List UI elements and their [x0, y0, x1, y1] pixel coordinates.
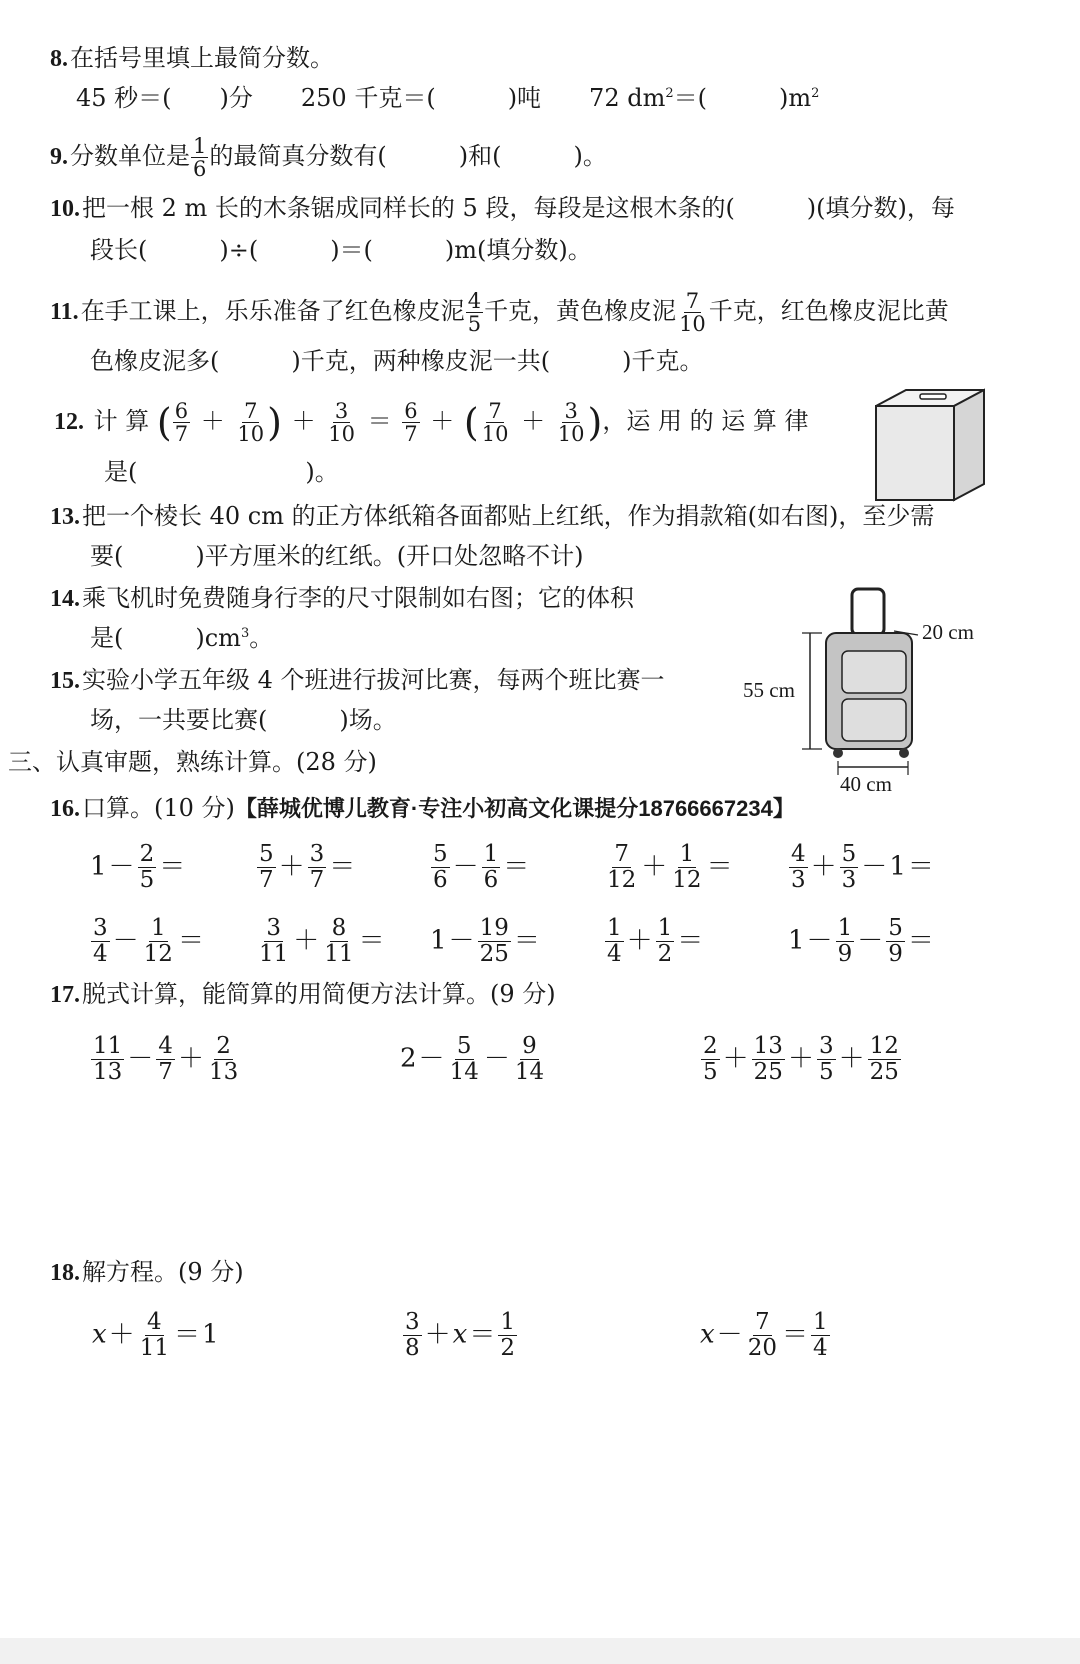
numerator: 1 — [812, 1309, 828, 1335]
denominator: 7 — [404, 422, 418, 446]
question-text: 解方程。(9 分) — [82, 1258, 244, 1286]
fraction — [605, 842, 638, 893]
op: － — [483, 1043, 510, 1074]
question-text: 在括号里填上最简分数。 — [70, 44, 334, 72]
numerator: 1 — [657, 915, 673, 941]
fraction — [257, 916, 290, 967]
fraction — [886, 916, 905, 967]
question-number: 18. — [50, 1260, 80, 1286]
question-number: 8. — [50, 46, 68, 72]
oral-calc-1 — [90, 842, 187, 893]
question-11 — [50, 290, 949, 335]
denominator: 10 — [481, 422, 509, 446]
numerator: 3 — [93, 915, 108, 941]
op: － — [108, 851, 135, 882]
oral-calc-3 — [430, 842, 531, 893]
denominator: 6 — [433, 867, 448, 893]
op: ＝ — [173, 1319, 200, 1350]
paren: ) — [587, 400, 603, 445]
question-number: 10. — [50, 196, 80, 222]
paren: ) — [267, 400, 282, 445]
op: ＝ — [358, 925, 385, 956]
op: ＝ — [781, 1319, 808, 1350]
op: ＝ — [677, 925, 704, 956]
fraction — [142, 916, 175, 967]
fraction — [235, 400, 266, 445]
fraction — [670, 842, 703, 893]
q10-line1: 把一根 2 m 长的木条锯成同样长的 5 段，每段是这根木条的( )(填分数)，每 — [82, 194, 955, 222]
question-13 — [50, 500, 934, 533]
denominator: 6 — [193, 157, 207, 181]
term: 1 — [889, 851, 906, 882]
numerator: 1 — [837, 915, 853, 941]
denominator: 7 — [174, 422, 189, 446]
denominator: 5 — [703, 1059, 718, 1085]
op: ＋ — [810, 851, 837, 882]
op: ＝ — [367, 407, 392, 435]
fraction — [656, 916, 675, 967]
numerator: 4 — [147, 1309, 162, 1335]
question-14-line2 — [90, 622, 273, 654]
numerator: 5 — [841, 841, 857, 867]
fraction — [605, 916, 624, 967]
denominator: 12 — [672, 867, 702, 893]
fraction — [556, 400, 587, 445]
numerator: 3 — [334, 399, 349, 423]
fraction — [752, 1034, 785, 1085]
denominator: 14 — [514, 1059, 545, 1085]
numerator: 3 — [564, 399, 578, 423]
q11-mid: 千克，黄色橡皮泥 — [484, 297, 677, 325]
oral-calc-10 — [788, 916, 936, 967]
op: ＋ — [200, 407, 225, 435]
suitcase-width-label: 40 cm — [840, 772, 892, 796]
step-calc-1 — [90, 1034, 241, 1085]
denominator: 9 — [888, 941, 903, 967]
denominator: 4 — [93, 941, 108, 967]
numerator: 1 — [607, 915, 622, 941]
op: － — [448, 925, 475, 956]
q9-post: 的最简真分数有( )和( )。 — [209, 142, 607, 170]
numerator: 8 — [331, 915, 347, 941]
fraction — [498, 1310, 517, 1361]
denominator: 13 — [208, 1059, 239, 1085]
denominator: 7 — [309, 867, 325, 893]
fraction — [138, 842, 157, 893]
q11-post: 千克，红色橡皮泥比黄 — [708, 297, 949, 325]
numerator: 4 — [467, 289, 482, 313]
denominator: 5 — [139, 867, 155, 893]
question-14 — [50, 582, 634, 615]
fraction — [836, 916, 855, 967]
numerator: 6 — [404, 399, 418, 423]
question-12 — [54, 400, 808, 445]
question-text: 口算。(10 分) — [82, 794, 235, 822]
question-number: 13. — [50, 504, 80, 530]
numerator: 11 — [93, 1033, 123, 1059]
numerator: 1 — [679, 841, 695, 867]
question-number: 12. — [54, 409, 84, 435]
question-number: 17. — [50, 982, 80, 1008]
denominator: 25 — [753, 1059, 783, 1085]
denominator: 25 — [869, 1059, 899, 1085]
fraction — [466, 290, 483, 335]
q14-line1: 乘飞机时免费随身行李的尺寸限制如右图；它的体积 — [82, 584, 634, 612]
question-13-line2: 要( )平方厘米的红纸。(开口处忽略不计) — [90, 542, 584, 570]
numerator: 2 — [216, 1033, 231, 1059]
denominator: 4 — [607, 941, 622, 967]
paren: ( — [463, 400, 479, 445]
denominator: 4 — [812, 1335, 828, 1361]
question-number: 11. — [50, 299, 79, 325]
denominator: 12 — [143, 941, 173, 967]
denominator: 2 — [500, 1335, 515, 1361]
op: － — [127, 1043, 154, 1074]
fraction — [207, 1034, 240, 1085]
denominator: 5 — [818, 1059, 834, 1085]
denominator: 10 — [237, 422, 265, 446]
denominator: 3 — [791, 867, 806, 893]
op: ＋ — [838, 1043, 865, 1074]
denominator: 11 — [324, 941, 354, 967]
fraction — [91, 916, 110, 967]
numerator: 3 — [266, 915, 281, 941]
question-text: 脱式计算，能简算的用简便方法计算。(9 分) — [82, 980, 556, 1008]
op: ＋ — [108, 1319, 135, 1350]
oral-calc-7 — [256, 916, 387, 967]
fraction — [448, 1034, 481, 1085]
term: 2 — [400, 1043, 417, 1074]
fraction — [257, 842, 276, 893]
oral-calc-2 — [256, 842, 357, 893]
question-17 — [50, 978, 556, 1011]
numerator: 4 — [158, 1033, 173, 1059]
q11-pre: 在手工课上，乐乐准备了红色橡皮泥 — [80, 297, 465, 325]
fraction — [746, 1310, 779, 1361]
q15-line1: 实验小学五年级 4 个班进行拔河比赛，每两个班比赛一 — [82, 666, 665, 694]
op: － — [112, 925, 139, 956]
fraction — [701, 1034, 720, 1085]
op: ＋ — [424, 1319, 451, 1350]
fraction — [513, 1034, 546, 1085]
fraction — [402, 400, 419, 445]
suitcase-height-label: 55 cm — [743, 678, 795, 702]
numerator: 5 — [456, 1033, 472, 1059]
fraction — [322, 916, 355, 967]
question-18 — [50, 1256, 244, 1289]
numerator: 3 — [818, 1033, 834, 1059]
op: ＝ — [706, 851, 733, 882]
oral-calc-6 — [90, 916, 206, 967]
op: － — [857, 925, 884, 956]
fraction — [480, 400, 511, 445]
denominator: 5 — [467, 312, 482, 336]
q8-row: 45 秒＝( )分 250 千克＝( )吨 72 dm — [76, 84, 666, 112]
q8-conversions — [76, 82, 819, 114]
term: 1 — [788, 925, 805, 956]
q14-line2-text: 是( )cm — [90, 624, 241, 652]
question-number: 9. — [50, 144, 68, 170]
question-10-line2: 段长( )÷( )＝( )m(填分数)。 — [90, 236, 592, 264]
denominator: 8 — [405, 1335, 420, 1361]
numerator: 5 — [433, 841, 448, 867]
paren: ( — [156, 400, 172, 445]
op: ＋ — [293, 925, 320, 956]
fraction — [173, 400, 190, 445]
superscript: 3 — [240, 626, 250, 641]
question-number: 15. — [50, 668, 80, 694]
op: ＋ — [787, 1043, 814, 1074]
question-number: 14. — [50, 586, 80, 612]
fraction — [677, 290, 708, 335]
q9-pre: 分数单位是 — [70, 142, 190, 170]
q8-row-end: ＝( )m — [673, 84, 812, 112]
denominator: 13 — [93, 1059, 123, 1085]
numerator: 6 — [174, 399, 189, 423]
op: ＋ — [626, 925, 653, 956]
equation-2 — [402, 1310, 518, 1361]
variable: x — [452, 1319, 468, 1350]
denominator: 10 — [557, 422, 585, 446]
equation-1 — [92, 1310, 219, 1361]
numerator: 2 — [703, 1033, 718, 1059]
term: 1 — [430, 925, 447, 956]
numerator: 19 — [479, 915, 509, 941]
numerator: 13 — [753, 1033, 783, 1059]
equation-3 — [700, 1310, 831, 1361]
op: ＝ — [159, 851, 186, 882]
fraction — [817, 1034, 836, 1085]
superscript: 2 — [811, 86, 820, 101]
numerator: 1 — [193, 134, 207, 158]
oral-calc-5 — [788, 842, 936, 893]
denominator: 14 — [449, 1059, 479, 1085]
op: ＝ — [503, 851, 530, 882]
denominator: 11 — [139, 1335, 169, 1361]
numerator: 7 — [244, 399, 258, 423]
numerator: 3 — [405, 1309, 420, 1335]
numerator: 1 — [150, 915, 166, 941]
denominator: 2 — [657, 941, 673, 967]
question-15 — [50, 664, 665, 697]
oral-calc-4 — [604, 842, 735, 893]
fraction — [138, 1310, 171, 1361]
question-11-line2: 色橡皮泥多( )千克，两种橡皮泥一共( )千克。 — [90, 347, 704, 375]
step-calc-3 — [700, 1034, 902, 1085]
op: － — [716, 1319, 743, 1350]
denominator: 6 — [483, 867, 499, 893]
op: ＝ — [177, 925, 204, 956]
op: － — [861, 851, 888, 882]
q14-line2-end: 。 — [249, 624, 274, 652]
page-bottom-strip — [0, 1638, 1080, 1664]
op: ＝ — [513, 925, 540, 956]
denominator: 12 — [607, 867, 637, 893]
question-10 — [50, 192, 955, 225]
fraction — [868, 1034, 901, 1085]
op: ＋ — [278, 851, 305, 882]
numerator: 4 — [791, 841, 806, 867]
denominator: 10 — [328, 422, 355, 446]
op: ＝ — [469, 1319, 496, 1350]
op: ＝ — [907, 851, 934, 882]
term: 1 — [201, 1319, 219, 1350]
op: － — [806, 925, 833, 956]
op: ＝ — [907, 925, 934, 956]
denominator: 7 — [158, 1059, 173, 1085]
fraction — [840, 842, 859, 893]
variable: x — [700, 1319, 715, 1350]
denominator: 10 — [679, 312, 706, 336]
op: － — [452, 851, 479, 882]
op: ＝ — [329, 851, 356, 882]
op: ＋ — [177, 1043, 204, 1074]
fraction — [156, 1034, 175, 1085]
suitcase-depth-label: 20 cm — [922, 620, 974, 644]
denominator: 11 — [259, 941, 289, 967]
question-15-line2: 场，一共要比赛( )场。 — [90, 706, 397, 734]
superscript: 2 — [665, 86, 674, 101]
numerator: 1 — [483, 841, 499, 867]
denominator: 7 — [259, 867, 274, 893]
step-calc-2 — [400, 1034, 547, 1085]
donation-box-figure — [870, 388, 990, 508]
question-12-line2: 是( )。 — [104, 458, 339, 486]
suitcase-figure — [790, 585, 920, 785]
watermark-ad: 【薛城优博儿教育·专注小初高文化课提分18766667234】 — [234, 796, 795, 821]
variable: x — [92, 1319, 107, 1350]
fraction — [308, 842, 327, 893]
q12-pre: 计 算 — [93, 407, 150, 435]
numerator: 5 — [888, 915, 903, 941]
fraction — [482, 842, 501, 893]
fraction — [431, 842, 450, 893]
q12-post: ，运 用 的 运 算 律 — [602, 407, 809, 435]
denominator: 25 — [479, 941, 509, 967]
section-3-title: 三、认真审题，熟练计算。(28 分) — [8, 748, 377, 776]
numerator: 12 — [869, 1033, 899, 1059]
denominator: 20 — [747, 1335, 777, 1361]
question-8 — [50, 42, 334, 75]
fraction — [811, 1310, 830, 1361]
fraction — [478, 916, 511, 967]
numerator: 7 — [755, 1309, 770, 1335]
numerator: 7 — [614, 841, 629, 867]
numerator: 3 — [309, 841, 325, 867]
op: ＋ — [641, 851, 668, 882]
fraction — [789, 842, 808, 893]
numerator: 1 — [500, 1309, 515, 1335]
op: ＋ — [521, 407, 546, 435]
denominator: 3 — [841, 867, 857, 893]
term: 1 — [90, 851, 107, 882]
oral-calc-9 — [604, 916, 705, 967]
numerator: 5 — [259, 841, 274, 867]
numerator: 7 — [685, 289, 700, 313]
fraction — [403, 1310, 422, 1361]
numerator: 2 — [139, 841, 155, 867]
numerator: 7 — [488, 399, 502, 423]
op: ＋ — [722, 1043, 749, 1074]
op: － — [418, 1043, 445, 1074]
op: ＋ — [291, 407, 316, 435]
q13-line1: 把一个棱长 40 cm 的正方体纸箱各面都贴上红纸，作为捐款箱(如右图)，至少需 — [82, 502, 935, 530]
fraction — [91, 1034, 124, 1085]
oral-calc-8 — [430, 916, 542, 967]
question-9 — [50, 135, 607, 180]
numerator: 9 — [522, 1033, 537, 1059]
question-16 — [50, 792, 795, 825]
op: ＋ — [430, 407, 455, 435]
denominator: 9 — [837, 941, 853, 967]
fraction — [191, 135, 208, 180]
fraction — [326, 400, 357, 445]
question-number: 16. — [50, 796, 80, 822]
